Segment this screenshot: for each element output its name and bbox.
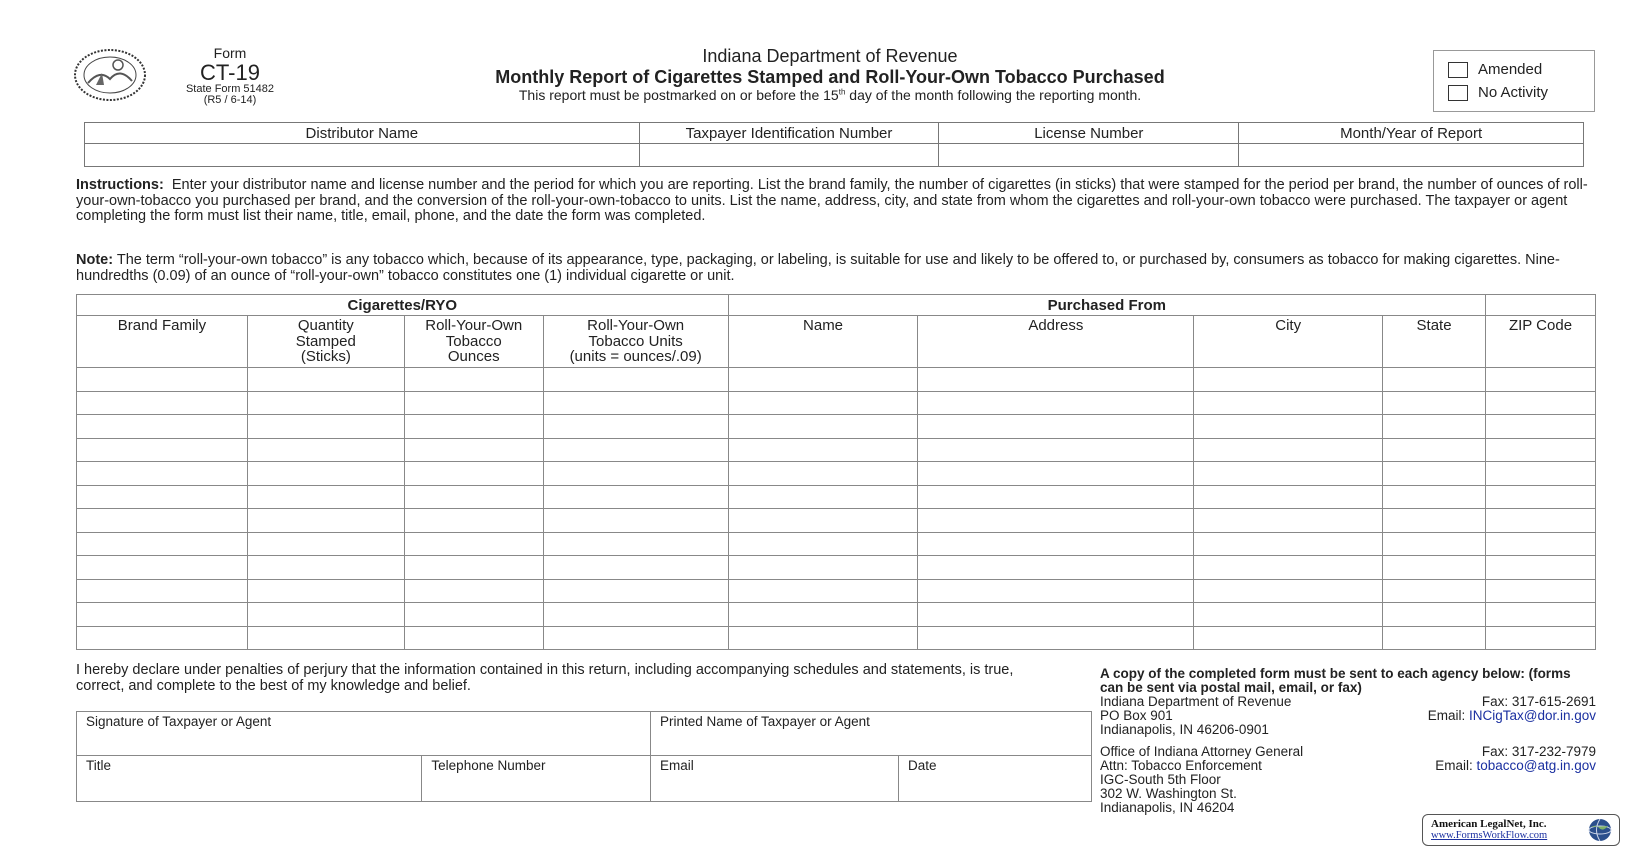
quantity-stamped-cell[interactable]	[247, 462, 404, 486]
ryo-units-cell[interactable]	[543, 415, 728, 439]
seller-address-cell[interactable]	[918, 462, 1194, 486]
ag-fax: Fax: 317-232-7979	[1481, 744, 1596, 759]
table-row	[77, 509, 1596, 533]
brand-family-cell[interactable]	[77, 603, 248, 627]
seller-state-cell[interactable]	[1383, 556, 1486, 580]
ryo-ounces-cell[interactable]	[404, 603, 543, 627]
instructions-text: Enter your distributor name and license number and the period for which you are reporting. List the brand family, the number of cigarettes (in sticks) that were stamped for the period per brand, the number of ounces of roll-your-own-tobacco you purchased per brand, and the conversion of the roll-your-own-tobacco to units. List the name, address, city, and state from whom the cigarettes and roll-your-own tobacco were purchased. The taxpayer or agent completing the form must list their name, title, email, phone, and the date the form was completed.	[76, 177, 1588, 224]
table-row	[77, 391, 1596, 415]
ag-name: Office of Indiana Attorney General	[1100, 744, 1304, 759]
table-row	[77, 579, 1596, 603]
seller-name-cell[interactable]	[728, 368, 918, 392]
telephone-label: Telephone Number	[431, 758, 546, 773]
ryo-units-cell[interactable]	[543, 626, 728, 650]
seller-city-cell[interactable]	[1194, 556, 1383, 580]
table-row	[77, 415, 1596, 439]
brand-family-cell[interactable]	[77, 485, 248, 509]
ag-city: Indianapolis, IN 46204	[1100, 800, 1235, 815]
state-form-number: State Form 51482	[185, 82, 275, 95]
ryo-units-cell[interactable]	[543, 368, 728, 392]
seller-state-cell[interactable]	[1383, 532, 1486, 556]
purchased-from-group-header: Purchased From	[728, 295, 1485, 316]
purchases-table	[76, 294, 1596, 650]
ryo-ounces-cell[interactable]	[404, 415, 543, 439]
state-seal	[74, 49, 146, 101]
seller-zip-cell[interactable]	[1486, 509, 1596, 533]
seller-state-cell[interactable]	[1383, 415, 1486, 439]
seller-address-cell[interactable]	[918, 556, 1194, 580]
title-block	[380, 46, 1280, 103]
ag-row-1	[1100, 745, 1596, 759]
logo-url[interactable]: www.FormsWorkFlow.com	[1431, 830, 1548, 841]
instructions-label: Instructions:	[76, 177, 164, 193]
seller-city-cell[interactable]	[1194, 579, 1383, 603]
ag-attn: Attn: Tobacco Enforcement	[1100, 758, 1262, 773]
perjury-declaration: I hereby declare under penalties of perjury that the information contained in this return, including accompanying schedules and statements, is true, correct, and complete to the best of my knowledge and belief.	[76, 662, 1014, 694]
quantity-stamped-cell[interactable]	[247, 626, 404, 650]
seller-zip-cell[interactable]	[1486, 603, 1596, 627]
seller-zip-cell[interactable]	[1486, 391, 1596, 415]
logo-company: American LegalNet, Inc.	[1431, 818, 1547, 830]
ryo-units-cell[interactable]	[543, 556, 728, 580]
date-label: Date	[908, 758, 937, 773]
globe-icon	[1585, 817, 1615, 843]
dor-row-2	[1100, 709, 1596, 723]
printed-name-field[interactable]	[651, 712, 1092, 756]
dor-po-box: PO Box 901	[1100, 708, 1173, 723]
seller-zip-cell[interactable]	[1486, 485, 1596, 509]
ag-row-2	[1100, 759, 1596, 773]
table-row	[77, 603, 1596, 627]
note-label: Note:	[76, 252, 114, 268]
seller-city-cell[interactable]	[1194, 438, 1383, 462]
seller-state-cell[interactable]	[1383, 438, 1486, 462]
quantity-stamped-cell[interactable]	[247, 368, 404, 392]
seller-state-cell[interactable]	[1383, 462, 1486, 486]
american-legalnet-logo[interactable]	[1422, 814, 1620, 846]
date-field[interactable]	[899, 756, 1092, 802]
seller-city-cell[interactable]	[1194, 603, 1383, 627]
seller-zip-cell[interactable]	[1486, 532, 1596, 556]
table-row	[77, 532, 1596, 556]
instructions-paragraph	[76, 178, 1596, 225]
seller-name-cell[interactable]	[728, 485, 918, 509]
seller-state-cell[interactable]	[1383, 368, 1486, 392]
brand-family-cell[interactable]	[77, 391, 248, 415]
seller-name-cell[interactable]	[728, 462, 918, 486]
form-id-block	[160, 46, 300, 107]
no-activity-label: No Activity	[1478, 84, 1549, 101]
seller-city-cell[interactable]	[1194, 626, 1383, 650]
distributor-info-table	[84, 122, 1584, 167]
seller-city-cell[interactable]	[1194, 509, 1383, 533]
col-brand-family: Brand Family	[77, 316, 248, 368]
col-zip: ZIP Code	[1486, 316, 1596, 368]
ag-street: 302 W. Washington St.	[1100, 786, 1237, 801]
amended-label: Amended	[1478, 61, 1543, 78]
seller-name-cell[interactable]	[728, 603, 918, 627]
brand-family-cell[interactable]	[77, 438, 248, 462]
no-activity-option[interactable]	[1448, 84, 1548, 101]
ryo-ounces-cell[interactable]	[404, 556, 543, 580]
ryo-ounces-cell[interactable]	[404, 626, 543, 650]
ryo-units-cell[interactable]	[543, 509, 728, 533]
seller-name-cell[interactable]	[728, 391, 918, 415]
seller-city-cell[interactable]	[1194, 368, 1383, 392]
quantity-stamped-cell[interactable]	[247, 391, 404, 415]
brand-family-cell[interactable]	[77, 509, 248, 533]
note-paragraph	[76, 253, 1596, 284]
license-number-field[interactable]	[939, 144, 1239, 167]
quantity-stamped-cell[interactable]	[247, 556, 404, 580]
seller-city-cell[interactable]	[1194, 415, 1383, 439]
seller-state-cell[interactable]	[1383, 603, 1486, 627]
title-field[interactable]	[77, 756, 422, 802]
telephone-field[interactable]	[422, 756, 651, 802]
seller-city-cell[interactable]	[1194, 462, 1383, 486]
seller-zip-cell[interactable]	[1486, 438, 1596, 462]
seller-city-cell[interactable]	[1194, 532, 1383, 556]
ryo-units-cell[interactable]	[543, 438, 728, 462]
brand-family-cell[interactable]	[77, 579, 248, 603]
seller-address-cell[interactable]	[918, 415, 1194, 439]
ryo-units-cell[interactable]	[543, 485, 728, 509]
title-label: Title	[86, 758, 112, 773]
seller-address-cell[interactable]	[918, 485, 1194, 509]
table-row	[77, 485, 1596, 509]
seller-zip-cell[interactable]	[1486, 579, 1596, 603]
dor-email-link[interactable]: INCigTax@dor.in.gov	[1468, 708, 1596, 723]
brand-family-cell[interactable]	[77, 462, 248, 486]
postmark-notice: This report must be postmarked on or before the 15th day of the month following the reporting month.	[518, 87, 1142, 104]
quantity-stamped-cell[interactable]	[247, 485, 404, 509]
page-title: Monthly Report of Cigarettes Stamped and Roll-Your-Own Tobacco Purchased	[495, 66, 1165, 87]
seller-state-cell[interactable]	[1383, 509, 1486, 533]
ag-floor: IGC-South 5th Floor	[1100, 772, 1221, 787]
ryo-ounces-cell[interactable]	[404, 438, 543, 462]
dor-row-1	[1100, 695, 1596, 709]
ag-email-line: Email: tobacco@atg.in.gov	[1435, 758, 1596, 773]
seller-name-cell[interactable]	[728, 438, 918, 462]
form-number: CT-19	[200, 59, 260, 85]
amended-option[interactable]	[1448, 61, 1542, 78]
ryo-units-cell[interactable]	[543, 603, 728, 627]
email-field[interactable]	[651, 756, 899, 802]
col-ryo-ounces: Roll-Your-Own Tobacco Ounces	[404, 316, 543, 368]
taxpayer-id-field[interactable]	[639, 144, 939, 167]
status-checkbox-group	[1433, 50, 1595, 112]
ryo-ounces-cell[interactable]	[404, 509, 543, 533]
email-label: Email	[660, 758, 694, 773]
seller-name-cell[interactable]	[728, 556, 918, 580]
month-year-field[interactable]	[1239, 144, 1584, 167]
form-label: Form	[213, 45, 247, 61]
col-state: State	[1383, 316, 1486, 368]
brand-family-cell[interactable]	[77, 556, 248, 580]
seller-address-cell[interactable]	[918, 532, 1194, 556]
seller-state-cell[interactable]	[1383, 485, 1486, 509]
distributor-name-label: Distributor Name	[85, 123, 640, 144]
printed-name-label: Printed Name of Taxpayer or Agent	[660, 714, 870, 729]
col-city: City	[1194, 316, 1383, 368]
amended-checkbox[interactable]	[1448, 62, 1468, 78]
no-activity-checkbox[interactable]	[1448, 85, 1468, 101]
seller-zip-cell[interactable]	[1486, 556, 1596, 580]
col-ryo-units: Roll-Your-Own Tobacco Units (units = ounces/.09)	[543, 316, 728, 368]
ryo-units-cell[interactable]	[543, 462, 728, 486]
taxpayer-id-label: Taxpayer Identification Number	[639, 123, 939, 144]
seller-name-cell[interactable]	[728, 532, 918, 556]
table-row	[77, 462, 1596, 486]
ryo-ounces-cell[interactable]	[404, 579, 543, 603]
seller-zip-cell[interactable]	[1486, 626, 1596, 650]
seller-name-cell[interactable]	[728, 579, 918, 603]
seller-city-cell[interactable]	[1194, 485, 1383, 509]
seller-zip-cell[interactable]	[1486, 368, 1596, 392]
seller-address-cell[interactable]	[918, 626, 1194, 650]
seller-name-cell[interactable]	[728, 415, 918, 439]
ryo-units-cell[interactable]	[543, 579, 728, 603]
table-row	[77, 438, 1596, 462]
brand-family-cell[interactable]	[77, 368, 248, 392]
agency-name: Indiana Department of Revenue	[702, 46, 958, 66]
brand-family-cell[interactable]	[77, 532, 248, 556]
ryo-units-cell[interactable]	[543, 391, 728, 415]
ag-email-link[interactable]: tobacco@atg.in.gov	[1476, 758, 1596, 773]
ryo-ounces-cell[interactable]	[404, 368, 543, 392]
seller-zip-cell[interactable]	[1486, 415, 1596, 439]
quantity-stamped-cell[interactable]	[247, 603, 404, 627]
seller-city-cell[interactable]	[1194, 391, 1383, 415]
brand-family-cell[interactable]	[77, 626, 248, 650]
group-header-blank	[1486, 295, 1596, 316]
ryo-ounces-cell[interactable]	[404, 485, 543, 509]
seller-state-cell[interactable]	[1383, 579, 1486, 603]
table-row	[77, 368, 1596, 392]
col-name: Name	[728, 316, 918, 368]
dor-email-line: Email: INCigTax@dor.in.gov	[1427, 708, 1596, 723]
agency-copy-heading: A copy of the completed form must be sent to each agency below: (forms can be sent via postal mail, email, or fax)	[1100, 666, 1571, 695]
seller-address-cell[interactable]	[918, 438, 1194, 462]
quantity-stamped-cell[interactable]	[247, 509, 404, 533]
signature-table	[76, 711, 1092, 802]
quantity-stamped-cell[interactable]	[247, 438, 404, 462]
dor-city: Indianapolis, IN 46206-0901	[1100, 722, 1269, 737]
signature-field[interactable]	[77, 712, 651, 756]
seller-address-cell[interactable]	[918, 603, 1194, 627]
dor-name: Indiana Department of Revenue	[1100, 694, 1292, 709]
seller-state-cell[interactable]	[1383, 391, 1486, 415]
brand-family-cell[interactable]	[77, 415, 248, 439]
seller-state-cell[interactable]	[1383, 626, 1486, 650]
dor-fax: Fax: 317-615-2691	[1481, 694, 1596, 709]
ryo-units-cell[interactable]	[543, 532, 728, 556]
col-quantity-stamped: Quantity Stamped (Sticks)	[247, 316, 404, 368]
col-address: Address	[918, 316, 1194, 368]
quantity-stamped-cell[interactable]	[247, 532, 404, 556]
ryo-ounces-cell[interactable]	[404, 391, 543, 415]
distributor-name-field[interactable]	[85, 144, 640, 167]
cigarettes-ryo-group-header: Cigarettes/RYO	[77, 295, 729, 316]
ryo-ounces-cell[interactable]	[404, 462, 543, 486]
ryo-ounces-cell[interactable]	[404, 532, 543, 556]
quantity-stamped-cell[interactable]	[247, 579, 404, 603]
seller-name-cell[interactable]	[728, 509, 918, 533]
month-year-label: Month/Year of Report	[1239, 123, 1584, 144]
seller-zip-cell[interactable]	[1486, 462, 1596, 486]
seller-address-cell[interactable]	[918, 391, 1194, 415]
signature-label: Signature of Taxpayer or Agent	[86, 714, 272, 729]
seller-address-cell[interactable]	[918, 368, 1194, 392]
note-text: The term “roll-your-own tobacco” is any tobacco which, because of its appearance, type, packaging, or labeling, is suitable for use and likely to be offered to, or purchased by, consumers as tobacco for making cigarettes. Nine-hundredths (0.09) of an ounce of “roll-your-own” tobacco constitutes one (1) individual cigarette or unit.	[76, 252, 1560, 284]
seller-address-cell[interactable]	[918, 509, 1194, 533]
quantity-stamped-cell[interactable]	[247, 415, 404, 439]
form-revision: (R5 / 6-14)	[203, 94, 257, 107]
agency-addresses	[1100, 667, 1596, 815]
seller-name-cell[interactable]	[728, 626, 918, 650]
table-row	[77, 556, 1596, 580]
table-row	[77, 626, 1596, 650]
seller-address-cell[interactable]	[918, 579, 1194, 603]
license-number-label: License Number	[939, 123, 1239, 144]
